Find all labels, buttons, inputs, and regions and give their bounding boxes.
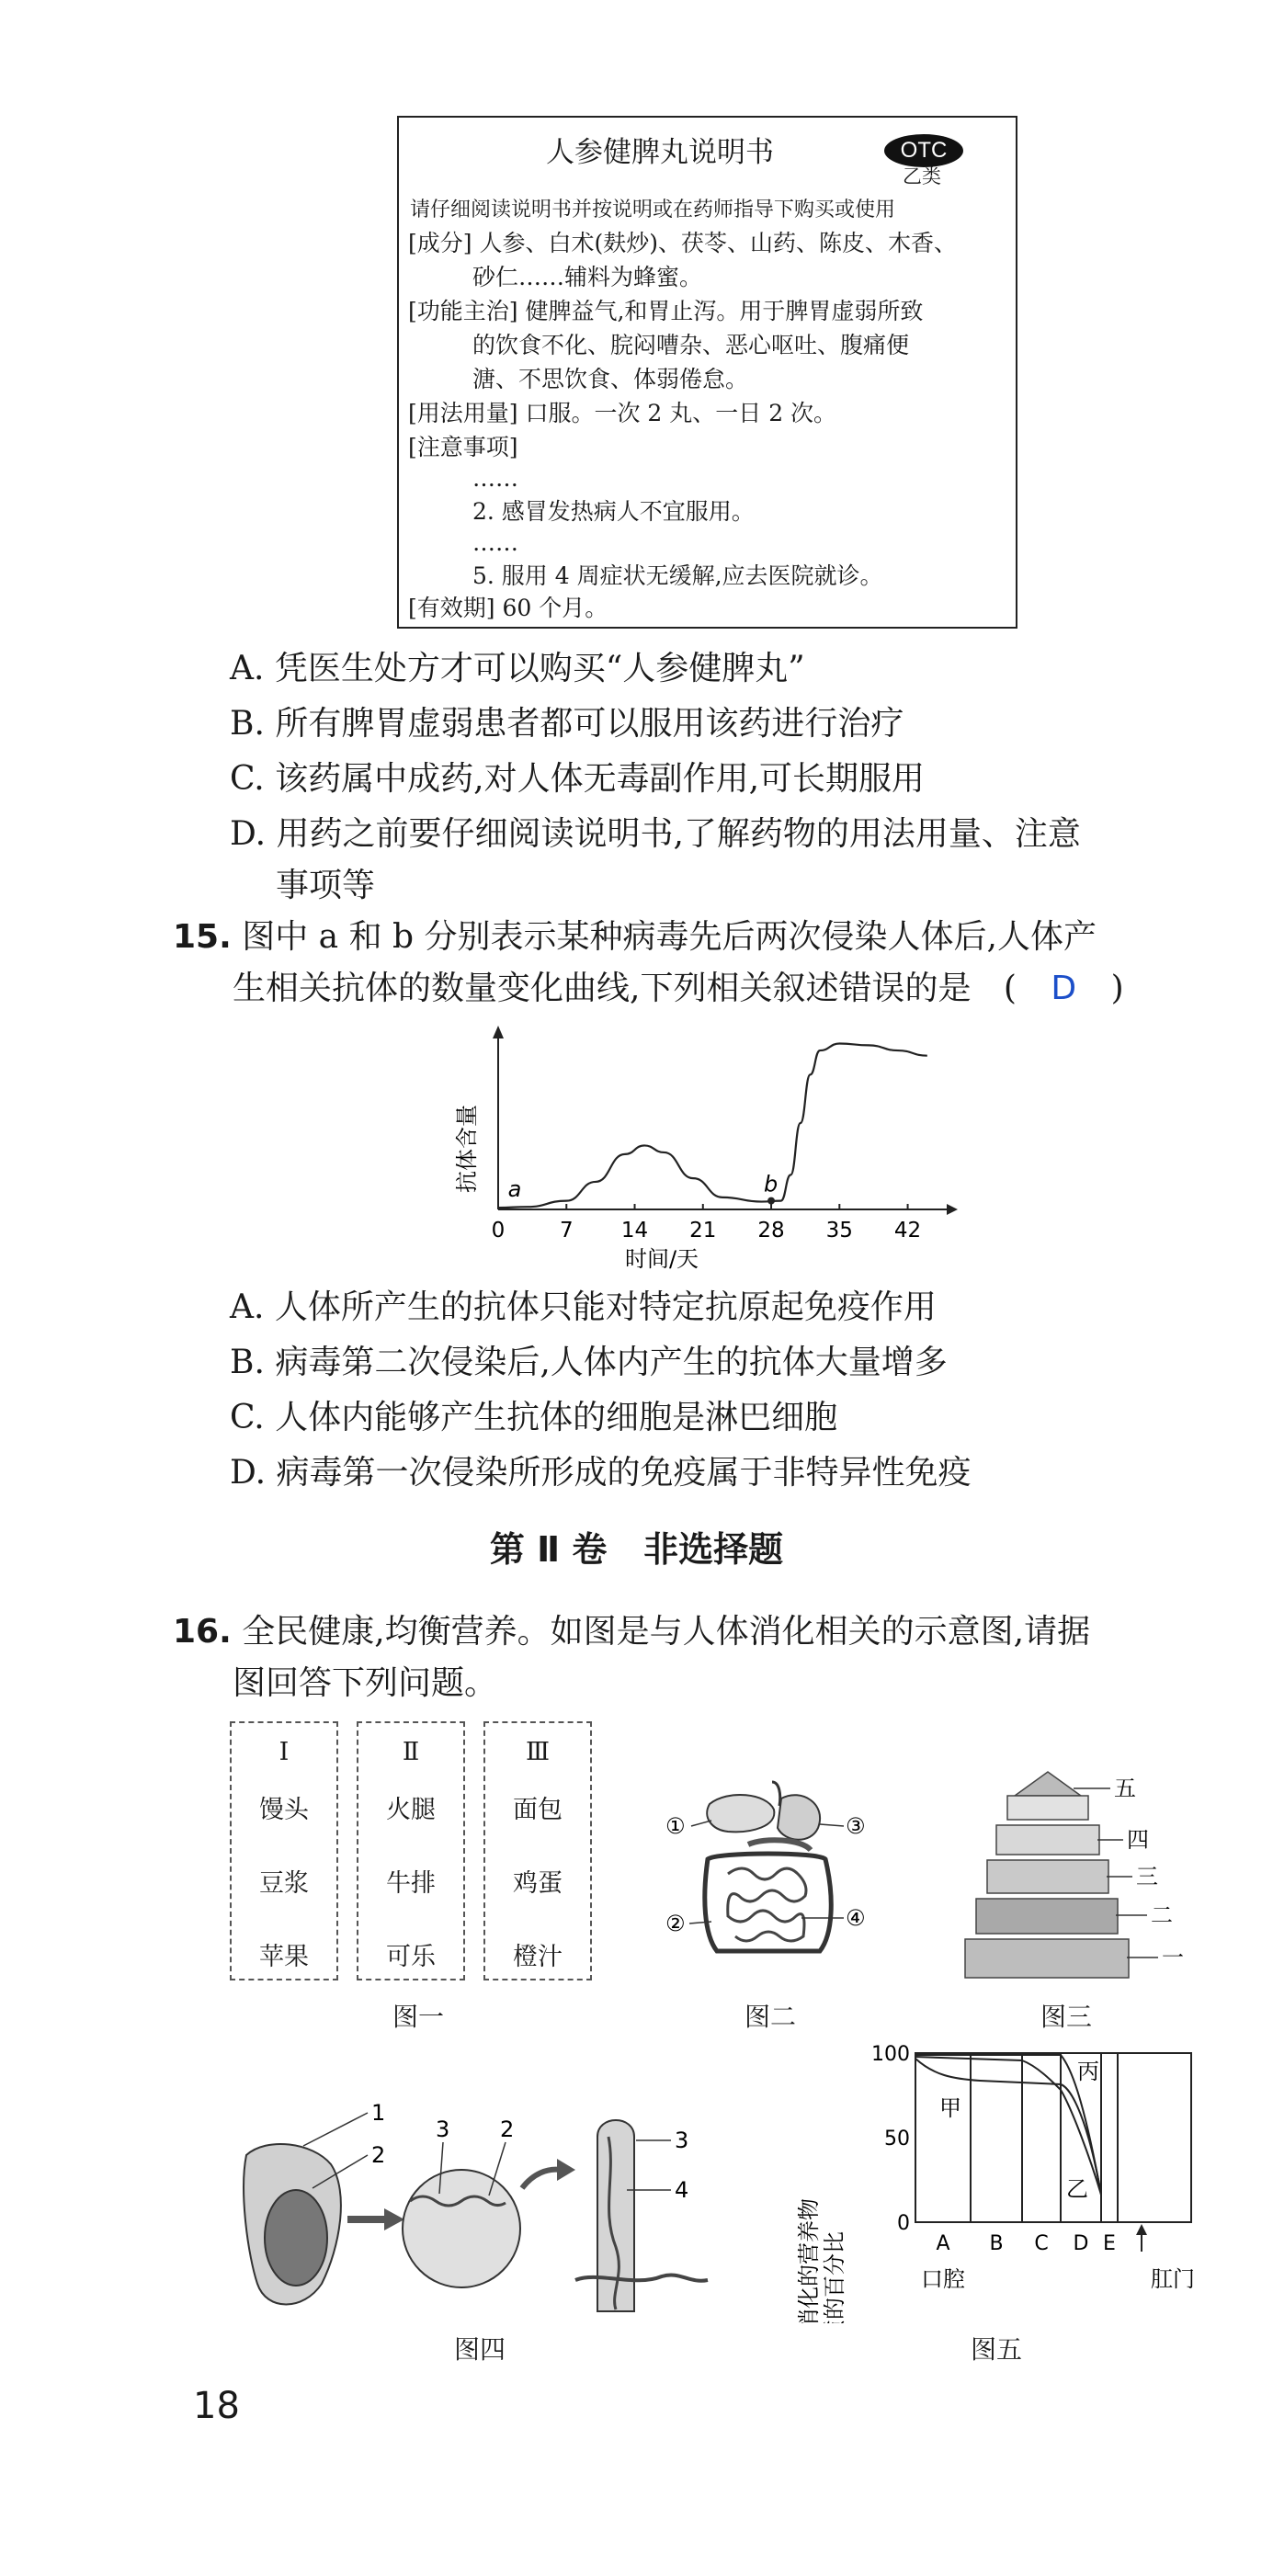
q14-option-b: B. 所有脾胃虚弱患者都可以服用该药进行治疗	[230, 705, 904, 743]
small-intestine-shape	[728, 1868, 806, 1941]
fig1-food-item: 可乐	[386, 1943, 436, 1971]
fig4-label-line-1	[303, 2113, 368, 2146]
fig1-box-3-roman: Ⅲ	[525, 1738, 551, 1766]
fig1-food-item: 豆浆	[259, 1869, 309, 1898]
fig5-right-label: 肛门	[1151, 2266, 1195, 2292]
annotation-label-a: a	[507, 1176, 522, 1203]
fig5-xtick-a: A	[936, 2232, 950, 2255]
leaflet-note-2: 2. 感冒发热病人不宜服用。	[472, 498, 755, 525]
fig1-caption: 图一	[392, 2002, 444, 2032]
pyramid-level-2	[976, 1899, 1118, 1934]
leaflet-dosage: [用法用量] 口服。一次 2 丸、一日 2 次。	[408, 400, 837, 426]
arrow-2-icon	[557, 2159, 575, 2181]
leaflet-title: 人参健脾丸说明书	[546, 136, 774, 169]
fig5-ytick-50: 50	[884, 2128, 910, 2150]
y-axis-label: 抗体含量	[454, 1105, 480, 1193]
q14-option-d-1: D. 用药之前要仔细阅读说明书,了解药物的用法用量、注意	[230, 815, 1081, 853]
pyramid-level-1	[965, 1939, 1129, 1978]
x-tick-label: 14	[620, 1219, 649, 1243]
leaflet-ellipsis-2: ……	[472, 529, 518, 556]
fig1-food-item: 馒头	[259, 1796, 309, 1824]
fig1-food-item: 牛排	[386, 1869, 436, 1898]
stomach-shape	[778, 1795, 820, 1840]
blood-vessel-shape	[575, 2275, 708, 2280]
fig5-left-label: 口腔	[921, 2266, 965, 2292]
q16-stem-2: 图回答下列问题。	[233, 1664, 498, 1702]
q14-option-a: A. 凭医生处方才可以购买“人参健脾丸”	[230, 650, 805, 687]
antibody-chart-svg	[450, 1020, 965, 1296]
fig4-label-3b: 3	[675, 2128, 689, 2153]
esophagus-shape	[772, 1782, 780, 1806]
leaflet-function-3: 溏、不思饮食、体弱倦怠。	[472, 366, 749, 392]
fig3-caption: 图三	[1040, 2002, 1092, 2032]
arrow-2-shaft	[522, 2170, 561, 2188]
fig5-caption: 图五	[970, 2334, 1022, 2365]
q15-paren-close: )	[1110, 970, 1124, 1007]
fig2-caption: 图二	[744, 2002, 796, 2032]
page-number: 18	[193, 2385, 240, 2427]
fig2-digestive-system	[664, 1778, 884, 1980]
fig4-caption: 图四	[453, 2334, 506, 2365]
fig5-ytick-100: 100	[871, 2043, 910, 2066]
fig3-food-pyramid	[963, 1763, 1193, 1987]
fig5-curve-label-yi: 乙	[1066, 2176, 1088, 2202]
fig4-label-4: 4	[675, 2177, 689, 2203]
otc-class: 乙类	[903, 165, 941, 187]
digestion-chart-svg	[796, 2038, 1228, 2323]
annotation-label-b: b	[764, 1171, 779, 1197]
otc-badge: OTC	[884, 134, 963, 167]
fig3-label-2: 二	[1151, 1902, 1173, 1928]
q15-stem-1: 图中 a 和 b 分别表示某种病毒先后两次侵染人体后,人体产	[242, 918, 1097, 956]
leaflet-ellipsis-1: ……	[472, 465, 518, 492]
antibody-series-line	[498, 1044, 927, 1209]
annotation-point-b	[767, 1197, 775, 1205]
fig1-box-1	[230, 1721, 338, 1980]
digestive-system-illustration	[664, 1778, 884, 1976]
fig5-xtick-d: D	[1073, 2232, 1089, 2255]
pyramid-level-5	[1007, 1796, 1088, 1820]
pyramid-level-4	[996, 1825, 1099, 1855]
fig4-label-1: 1	[371, 2100, 386, 2126]
pyramid-roof	[1015, 1772, 1081, 1796]
fig1-food-item: 苹果	[259, 1943, 309, 1971]
leaflet-function-1: [功能主治] 健脾益气,和胃止泻。用于脾胃虚弱所致	[408, 298, 924, 324]
fig5-xtick-c: C	[1034, 2232, 1049, 2255]
fig2-label-3: ③	[846, 1813, 866, 1839]
fig4-label-2b: 2	[500, 2116, 515, 2142]
liver-shape	[707, 1795, 774, 1832]
fig2-label-2: ②	[665, 1911, 686, 1936]
q15-number: 15.	[173, 918, 232, 956]
fig5-curve-bing	[915, 2055, 1101, 2195]
x-tick-label: 42	[893, 1219, 922, 1243]
x-tick-label: 28	[757, 1219, 785, 1243]
q16-stem-1: 全民健康,均衡营养。如图是与人体消化相关的示意图,请据	[242, 1613, 1091, 1651]
q16-stem-line-1	[173, 1606, 1090, 1658]
x-tick-label: 0	[491, 1219, 506, 1243]
large-intestine-shape	[705, 1854, 831, 1951]
magnified-fold-circle	[403, 2170, 520, 2287]
section-title: 第 Ⅱ 卷 非选择题	[489, 1529, 784, 1570]
fig5-ylabel-2: 质的百分比	[822, 2231, 847, 2323]
fig1-food-item: 橙汁	[513, 1943, 563, 1971]
fig2-label-4: ④	[846, 1905, 866, 1931]
arrow-1-icon	[384, 2208, 404, 2230]
fig1-box-2	[357, 1721, 465, 1980]
q15-answer: D	[1051, 970, 1077, 1007]
fig2-label-1: ①	[665, 1813, 686, 1839]
fig5-ylabel-1: 未被消化的营养物	[796, 2198, 822, 2323]
fig4-label-3a: 3	[436, 2116, 450, 2142]
leaflet-ingredients-1: [成分] 人参、白术(麸炒)、茯苓、山药、陈皮、木香、	[408, 230, 957, 256]
fig3-label-3: 三	[1136, 1864, 1158, 1889]
q15-option-a: A. 人体所产生的抗体只能对特定抗原起免疫作用	[230, 1288, 937, 1326]
x-axis-arrow	[947, 1204, 958, 1215]
x-tick-label: 7	[559, 1219, 574, 1243]
pyramid-level-3	[987, 1860, 1108, 1893]
fig5-ytick-0: 0	[897, 2212, 910, 2235]
fig1-food-item: 鸡蛋	[513, 1869, 563, 1898]
fig4-label-2a: 2	[371, 2142, 386, 2168]
fig1-box-1-roman: Ⅰ	[278, 1738, 290, 1766]
fig5-digestion-chart	[796, 2038, 1228, 2327]
leaflet-function-2: 的饮食不化、脘闷嘈杂、恶心呕吐、腹痛便	[472, 332, 910, 358]
q15-option-d: D. 病毒第一次侵染所形成的免疫属于非特异性免疫	[230, 1454, 972, 1492]
fig1-box-3	[483, 1721, 592, 1980]
fig3-label-5: 五	[1114, 1776, 1136, 1801]
pancreas-shape	[748, 1840, 811, 1850]
fig3-label-1: 一	[1162, 1945, 1184, 1970]
leaflet-note-5: 5. 服用 4 周症状无缓解,应去医院就诊。	[472, 562, 883, 589]
leaflet-instruction: 请仔细阅读说明书并按说明或在药师指导下购买或使用	[410, 199, 896, 221]
q15-stem-line-1	[173, 912, 1097, 963]
leaflet-ingredients-2: 砂仁……辅料为蜂蜜。	[472, 264, 703, 290]
q14-option-d-2: 事项等	[276, 867, 376, 904]
fig1-box-2-roman: Ⅱ	[402, 1738, 420, 1766]
fig5-curve-label-bing: 丙	[1077, 2059, 1099, 2084]
label-line-3	[820, 1824, 844, 1826]
x-tick-label: 21	[689, 1219, 717, 1243]
q15-option-b: B. 病毒第二次侵染后,人体内产生的抗体大量增多	[230, 1344, 948, 1381]
fig5-xtick-e: E	[1103, 2232, 1116, 2255]
x-axis-label: 时间/天	[624, 1246, 699, 1272]
fig5-curve-label-jia: 甲	[939, 2095, 961, 2121]
intestine-structure-illustration	[230, 2100, 744, 2325]
leaflet-validity: [有效期] 60 个月。	[408, 595, 608, 621]
fig1-food-item: 面包	[513, 1796, 563, 1824]
label-line-1	[691, 1821, 711, 1826]
anus-arrow-icon	[1136, 2224, 1147, 2235]
fig3-label-4: 四	[1127, 1827, 1149, 1853]
q15-stem-line-2	[233, 963, 1124, 1015]
q16-number: 16.	[173, 1613, 232, 1651]
x-tick-label: 35	[825, 1219, 853, 1243]
medicine-leaflet	[397, 116, 1017, 629]
fig4-intestine-structure	[230, 2100, 744, 2329]
y-axis-arrow	[493, 1026, 504, 1038]
fig1-food-item: 火腿	[386, 1796, 436, 1824]
q15-paren-open: (	[1003, 970, 1017, 1007]
leaflet-notes-title: [注意事项]	[408, 434, 518, 460]
q15-stem-2: 生相关抗体的数量变化曲线,下列相关叙述错误的是	[233, 970, 972, 1007]
q14-option-c: C. 该药属中成药,对人体无毒副作用,可长期服用	[230, 760, 926, 798]
q15-option-c: C. 人体内能够产生抗体的细胞是淋巴细胞	[230, 1399, 838, 1436]
antibody-chart	[450, 1020, 965, 1299]
fig5-xtick-b: B	[989, 2232, 1004, 2255]
intestine-lumen-shape	[265, 2190, 327, 2286]
food-pyramid-illustration	[963, 1763, 1193, 1983]
